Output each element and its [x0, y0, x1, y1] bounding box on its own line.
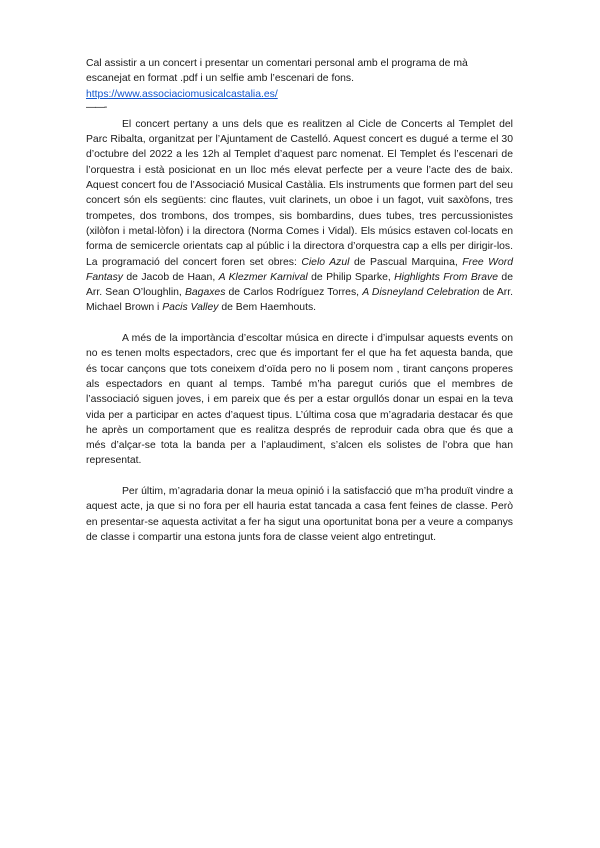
work-author-4: de Arr. Sean O’loughlin,	[86, 271, 513, 299]
document-body	[86, 56, 513, 561]
work-author-1: de Pascual Marquina,	[349, 256, 463, 268]
association-link[interactable]: https://www.associaciomusicalcastalia.es/	[86, 88, 278, 100]
work-author-6: de Arr. Michael Brown i	[86, 287, 513, 314]
work-author-5: de Carlos Rodríguez Torres,	[225, 287, 363, 299]
paragraph-importance: A més de la importància d’escoltar música en directe i d’impulsar aquests events on no es tenen molts espectadors, crec que és important fer el que ha fet aquesta banda, que és tocar cançons que tots coneixem d’oïda pero no li posem nom , tirant cançons properes als espectadors en quant al temps. També m’ha paregut curiós que el membres de l’associació siguen joves, i em pareix que és per a estar orgullós donar un espai en la teva vida per a participar en actes d’aquest tipus. L’última cosa que m’agradaria destacar és que he après un comportament que es realitza després de reproduir cada obra que és que a més d’alçar-se tota la banda per a l’aplaudiment, s’alcen els solistes de l’obra que han representat.	[86, 333, 513, 467]
work-title-bagaxes: Bagaxes	[184, 287, 226, 299]
work-title-klezmer-karnival: A Klezmer Karnival	[218, 271, 308, 283]
work-title-pacis-valley: Pacis Valley	[162, 302, 219, 314]
separator-dashes: ——-	[86, 101, 107, 113]
work-title-free-word-fantasy: Free Word Fantasy	[86, 256, 513, 283]
paragraph-concert-text: El concert pertany a uns dels que es realitzen al Cicle de Concerts al Templet del Parc Ribalta, organitzat per l’Ajuntament de Castelló. Aquest concert es dugué a terme el 30 d’octubre del 2022 a les 12h al Templet d’aquest parc nomenat. El Templet és l’escenari de l’orquestra i està posicionat en un lloc més elevat perfecte per a veure l’acte des de baix. Aquest concert fou de l’Associació Musical Castàlia. Els instruments que formen part del seu concert són els següents: cinc flautes, vuit clarinets, un oboe i un fagot, vuit saxòfons, tres trompetes, dos trombons, dos trompes, sis bombardins, dues tubes, tres percussionistes (xilòfon i metal·lòfon) i la directora (Norma Comes i Vidal). Els músics estaven col·locats en forma de semicercle orientats cap al públic i la directora d’orquestra cap a ells per dirigir-los. La programació del concert foren set obres:	[86, 118, 513, 268]
work-author-3: de Philip Sparke,	[307, 271, 395, 283]
paragraph-opinion: Per últim, m’agradaria donar la meua opinió i la satisfacció que m’ha produït vindre a aquest acte, ja que si no fora per ell hauria estat tancada a casa fent feines de classe. Però en presentar-se aquesta activitat a fer ha sigut una oportunitat bona per a veure a companys de classe i compartir una estona junts fora de classe veient algo entretingut.	[86, 486, 513, 543]
intro-instruction: Cal assistir a un concert i presentar un comentari personal amb el programa de mà escanejat en format .pdf i un selfie amb l’escenari de fons.	[86, 58, 468, 85]
work-title-highlights-from-brave: Highlights From Brave	[394, 271, 499, 283]
paragraph-concert-description	[86, 117, 513, 316]
work-title-disneyland-celebration: A Disneyland Celebration	[362, 287, 480, 299]
work-author-7: de Bem Haemhouts.	[218, 302, 317, 314]
work-author-2: de Jacob de Haan,	[122, 271, 219, 283]
work-title-cielo-azul: Cielo Azul	[301, 256, 350, 268]
